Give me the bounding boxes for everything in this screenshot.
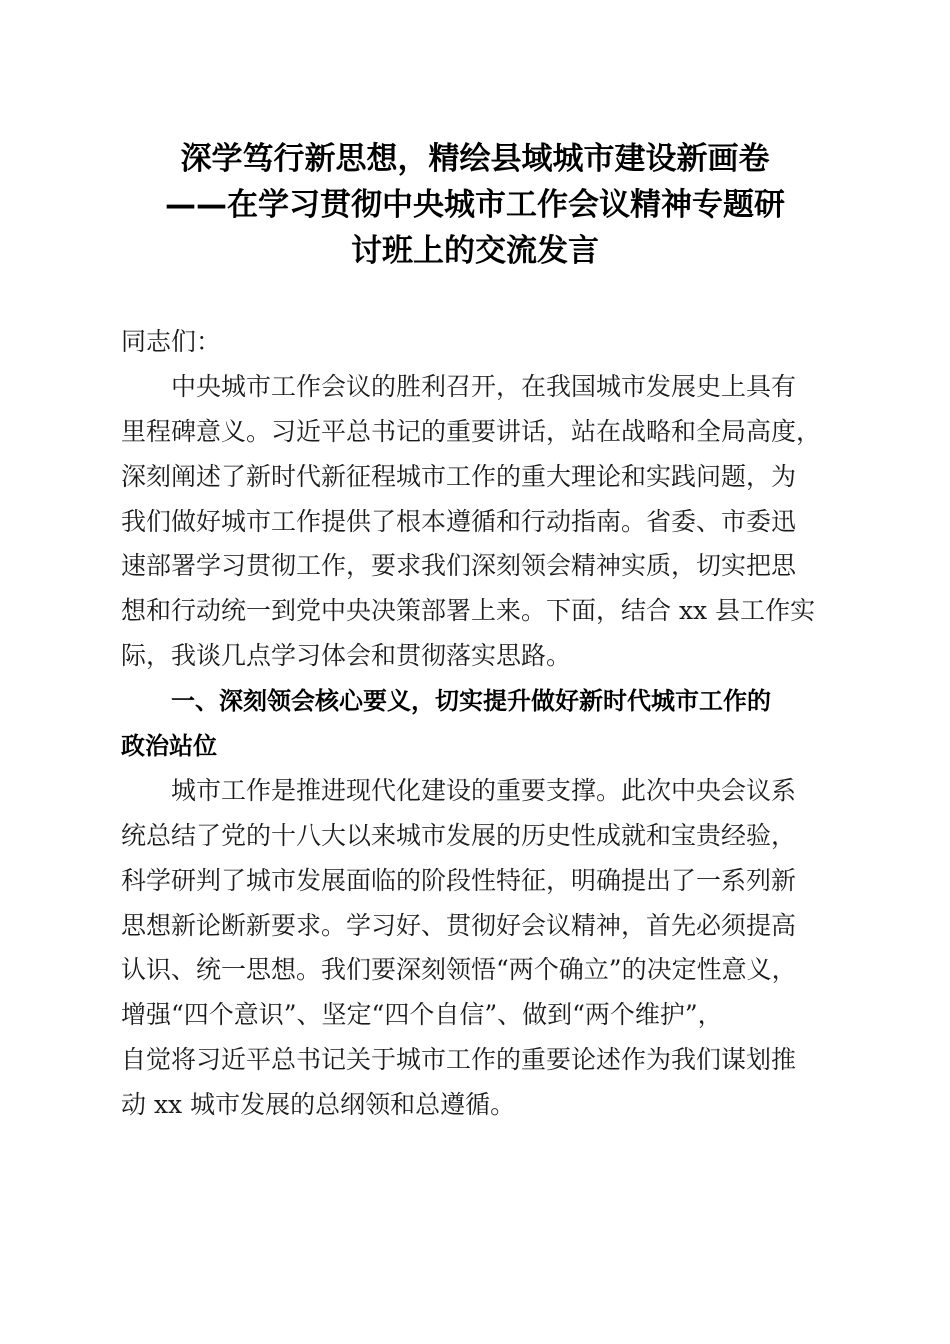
section-heading-1 bbox=[121, 679, 833, 769]
salutation: 同志们： bbox=[121, 327, 222, 356]
paragraph-2 bbox=[121, 769, 833, 1128]
heading-line: 一、深刻领会核心要义，切实提升做好新时代城市工作的 bbox=[171, 687, 771, 716]
paragraph-1 bbox=[121, 365, 833, 679]
paragraph-line: 动 xx 城市发展的总纲领和总遵循。 bbox=[121, 1090, 516, 1120]
paragraph-line: 际，我谈几点学习体会和贯彻落实思路。 bbox=[121, 641, 572, 671]
document-body bbox=[121, 320, 833, 1128]
paragraph-line: 速部署学习贯彻工作，要求我们深刻领会精神实质，切实把思 bbox=[121, 551, 797, 581]
paragraph-line: 统总结了党的十八大以来城市发展的历史性成就和宝贵经验， bbox=[121, 820, 797, 850]
subtitle-line: 讨班上的交流发言 bbox=[351, 233, 599, 269]
heading-line: 政治站位 bbox=[121, 732, 217, 761]
paragraph-line: 想和行动统一到党中央决策部署上来。下面，结合 xx 县工作实 bbox=[121, 596, 816, 626]
paragraph-line: 自觉将习近平总书记关于城市工作的重要论述作为我们谋划推 bbox=[121, 1045, 797, 1075]
paragraph-line: 我们做好城市工作提供了根本遵循和行动指南。省委、市委迅 bbox=[121, 506, 797, 536]
subtitle-line: ——在学习贯彻中央城市工作会议精神专题研 bbox=[165, 187, 785, 223]
paragraph-line: 认识、统一思想。我们要深刻领悟“两个确立”的决定性意义， bbox=[121, 955, 797, 985]
title-line: 深学笃行新思想，精绘县域城市建设新画卷 bbox=[180, 141, 770, 177]
paragraph-line: 思想新论断新要求。学习好、贯彻好会议精神，首先必须提高 bbox=[121, 910, 797, 940]
paragraph-line: 城市工作是推进现代化建设的重要支撑。此次中央会议系 bbox=[171, 775, 797, 805]
paragraph-line: 深刻阐述了新时代新征程城市工作的重大理论和实践问题，为 bbox=[121, 461, 797, 491]
paragraph-line: 科学研判了城市发展面临的阶段性特征，明确提出了一系列新 bbox=[121, 865, 797, 895]
paragraph-line: 中央城市工作会议的胜利召开，在我国城市发展史上具有 bbox=[171, 371, 797, 401]
paragraph-line: 增强“四个意识”、坚定“四个自信”、做到“两个维护”， bbox=[121, 1000, 723, 1030]
document-title bbox=[60, 136, 890, 274]
paragraph-line: 里程碑意义。习近平总书记的重要讲话，站在战略和全局高度， bbox=[121, 416, 822, 446]
